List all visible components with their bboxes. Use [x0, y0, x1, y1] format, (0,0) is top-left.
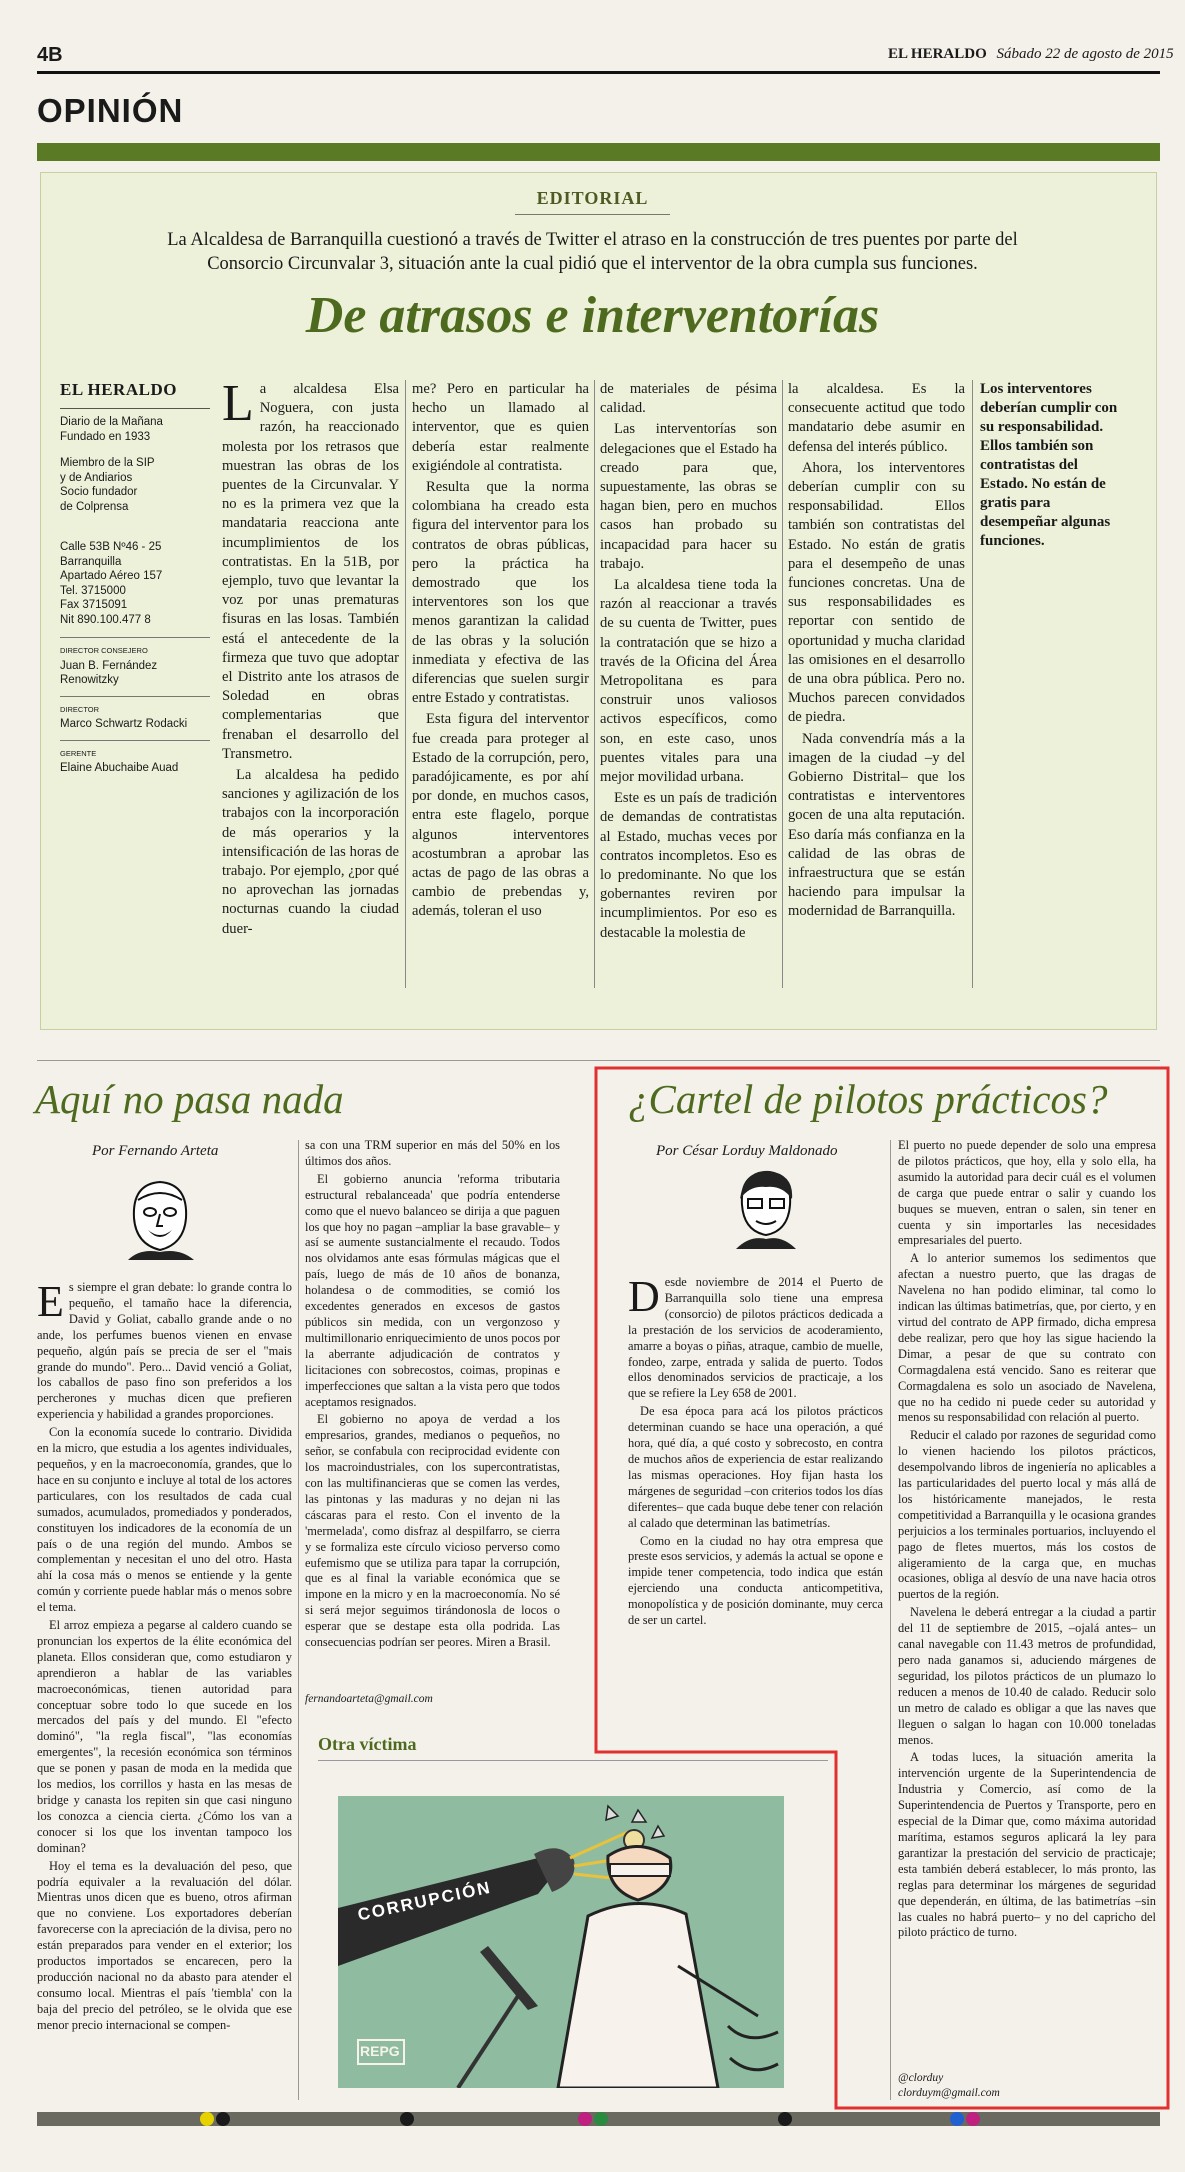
staff-name: Juan B. Fernández: [60, 659, 158, 672]
paragraph: Nada convendría más a la imagen de la ciudad –y del Gobierno Distrital– que los contratistas e interventores gocen de una alta reputación. Eso daría más confianza en la calidad de las obras de infraestructura que se están haciendo para impulsar la modernidad de Barranquilla.: [788, 730, 965, 920]
staff-line: Diario de la Mañana: [60, 416, 163, 428]
cartoon-title: Otra víctima: [318, 1734, 417, 1754]
staff-role: DIRECTOR CONSEJERO: [60, 646, 148, 655]
registration-mark: [578, 2112, 592, 2126]
registration-mark: [216, 2112, 230, 2126]
column-right-text-a: [628, 1275, 883, 1715]
paragraph: La alcaldesa tiene toda la razón al reaccionar a través de su cuenta de Twitter, pues la contratación que se hizo a través de la Oficina del Área Metropolitana es para construir unos valiosos activos específicos, como son, en este caso, unos puentes vitales para una mejor movilidad urbana.: [600, 577, 777, 786]
paragraph: El puerto no puede depender de solo una empresa de pilotos prácticos, que hoy, ella y solo ella, ha asumido la autoridad para decir cuál es el volumen de carga que puede entrar o salir y cuando los buques se mueven, entran o salen, sin tener en cuenta y sin importarles las necesidades empresariales del puerto.: [898, 1138, 1156, 1248]
section-title: OPINIÓN: [37, 92, 184, 129]
paragraph: la alcaldesa. Es la consecuente actitud que todo mandatario debe asumir en defensa del interés público.: [788, 381, 965, 455]
author-email: clorduym@gmail.com: [898, 2087, 1000, 2099]
drop-cap: D: [628, 1275, 660, 1321]
paragraph: Las interventorías son delegaciones que el Estado ha creado para que, supuestamente, las obras se hagan bien, pero en muchos casos han probado su incapacidad para hacer su trabajo.: [600, 421, 777, 572]
staff-line: Apartado Aéreo 157: [60, 570, 163, 582]
paragraph: Resulta que la norma colombiana ha creado esta figura del interventor para los contratos de obras públicas, pero la práctica ha demostrado que los interventores son los que menos garantizan la calidad de las obras y la solución inmediata y efectiva de las diferencias que suelen surgir entre Estado y contratistas.: [412, 479, 589, 707]
staff-name: Renowitzky: [60, 674, 119, 686]
staff-line: Miembro de la SIP: [60, 457, 155, 469]
registration-mark: [966, 2112, 980, 2126]
editorial-headline: De atrasos e interventorías: [305, 287, 880, 344]
registration-mark: [950, 2112, 964, 2126]
columnist-portrait: [730, 1165, 802, 1249]
paragraph: La alcaldesa ha pedido sanciones y agilización de los trabajos con la incorporación de más operarios y la intensificación de las horas de trabajo. Por ejemplo, ¿por qué no aprovechan las jornadas nocturnas cuando la ciudad duer-: [222, 767, 399, 937]
issue-date: Sábado 22 de agosto de 2015: [996, 46, 1174, 62]
paragraph: De esa época para acá los pilotos prácticos determinan cuando se hace una operación, a qué hora, qué día, a qué costo y sobrecosto, en contra de muchos años de experiencia de estar realizando las mismas operaciones. Hoy fijan hasta los márgenes de seguridad –con criterios todos los días diferentes– que cada buque debe tener con relación al calado que determinan las batimetrías.: [628, 1404, 883, 1530]
paragraph: s siempre el gran debate: lo grande contra lo pequeño, el tamaño hace la diferencia, David y Goliat, caballo grande ande o no ande, los perfumes buenos vienen en envase pequeño, algún país se precia de ser el "mais grande do mundo". Pero... David venció a Goliat, los caballos de paso fino son preferidos a los percherones y muchas dicen que prefieren experiencia y habilidad a grandes proporciones.: [37, 1280, 292, 1422]
byline: Por Fernando Arteta: [92, 1143, 219, 1159]
registration-mark: [778, 2112, 792, 2126]
staff-line: Socio fundador: [60, 486, 138, 498]
paragraph: El arroz empieza a pegarse al caldero cuando se pronuncian los expertos de la élite económica del planeta. Ellos consideran que, como estudiaron y aprendieron a hablar de las variables macroeconómicas, tienen autoridad para conceptuar sobre todo lo que sucede en los mercados del país y del mundo. El "efecto dominó", "la regla fiscal", "las economías emergentes", la recesión económica son términos que se ponen y pasan de moda en la medida que los medios, los corrillos y hasta en las mesas de bridge y canasta los repiten sin que casi ninguno los conozca a ciencia cierta. ¿Cómo los van a conocer si los que los inventan tampoco los dominan?: [37, 1618, 292, 1855]
cartoon-label: CORRUPCIÓN: [356, 1877, 494, 1925]
staff-line: Tel. 3715000: [60, 584, 126, 597]
staff-line: Barranquilla: [60, 555, 122, 568]
staff-line: Nit 890.100.477 8: [60, 613, 151, 626]
paragraph: Navelena le deberá entregar a la ciudad a partir del 11 de septiembre de 2015, –ojalá antes– un canal navegable con 11.43 metros de profundidad, pero nada ganamos si, aduciendo márgenes de seguridad, los pilotos prácticos de un plumazo lo reducen a menos de 10.40 de calado. Reducir solo un metro de calado es obligar a que las naves que lleguen o salgan lo hagan con 10.000 toneladas menos.: [898, 1605, 1156, 1747]
column-headline: Aquí no pasa nada: [35, 1076, 344, 1122]
column-rule: [890, 1140, 891, 2100]
paragraph: A todas luces, la situación amerita la intervención urgente de la Superintendencia de Industria y Comercio, así como de la Superintendencia de Puertos y Transporte, pero en especial de la Dimar que, como máxima autoridad marítima, estamos seguros aplicará la ley para garantizar la prestación del servicio de practicaje; esta también deberá establecer, lo más pronto, las reglas para determinar los márgenes de seguridad que dependerán, en última, de las batimetrías –sin las cuales no habrá puerto– y no del capricho del piloto práctico de turno.: [898, 1750, 1156, 1940]
paragraph: sa con una TRM superior en más del 50% en los últimos dos años.: [305, 1138, 560, 1168]
staff-line: Fundado en 1933: [60, 430, 151, 443]
paragraph: A lo anterior sumemos los sedimentos que afectan a nuestro puerto, que las dragas de Navelena no han podido eliminar, tal como lo indican las últimas batimetrías, que, por cierto, y en virtud del contrato de APP firmado, dicha empresa debe realizar, pero que hoy las sigue haciendo la Dimar, a pesar de que su contrato con Cormagdalena está vencido. Sano es reiterar que Cormagdalena es solo un asociado de Navelena, que no ha cedido ni puede ceder su autoridad y menos su responsabilidad con relación al puerto.: [898, 1251, 1156, 1425]
paragraph: Reducir el calado por razones de seguridad como lo vienen haciendo los pilotos prácticos, desempolvando libros de ingeniería no aplicables a las particularidades del puerto local y más allá de los históricamente manejados, le resta competitividad a Barranquilla y le ocasiona grandes perjuicios a los terminales portuarios, incluyendo el pago de fletes muertos, más los costos de aligeramiento de la carga que, en muchas ocasiones, obliga al desvío de una nave hacia otros puertos de la región.: [898, 1428, 1156, 1602]
staff-role: DIRECTOR: [60, 704, 100, 714]
pull-quote: Los interventores deberían cumplir con su responsabilidad. Ellos también son contratistas del Estado. No están de gratis para desempeñar algunas funciones.: [980, 381, 1118, 549]
staff-role: GERENTE: [60, 748, 97, 758]
paragraph: El gobierno anuncia 'reforma tributaria estructural rebalanceada' que podría entenderse como que el nuevo balanceo se dirija a que paguen los que hoy no pagan –ampliar la base gravable– y así se aumente sustancialmente el recaudo. Todos nos olvidamos ante esas fórmulas mágicas que el país, luego de más de 10 años de bonanza, holandesa o de commodities, se comió los excedentes generados en excesos de gastos públicos sin medida, con un vergonzoso y multimillonario enriquecimiento de unos pocos por la aberrante adjudicación de contratos y licitaciones con sobrecostos, coimas, propinas e imperfecciones que saltan a la vista pero que todos aceptamos resignados.: [305, 1171, 560, 1409]
drop-cap: E: [37, 1280, 64, 1326]
editorial-lead: La Alcaldesa de Barranquilla cuestionó a través de Twitter el atraso en la construcción de tres puentes por parte del Consorcio Circunvalar 3, situación ante la cual pidió que el interventor de la obra cumpla sus funciones.: [167, 230, 1018, 274]
page-number: 4B: [37, 44, 63, 66]
paragraph: esde noviembre de 2014 el Puerto de Barranquilla solo tiene una empresa (consorcio) de pilotos prácticos dedicada a la prestación de los servicios de acoderamiento, amarre a boyas o piñas, atraque, cambio de muelle, fondeo, zarpe, entrada y salida de puerto. Todos ellos denominados servicios de practicaje, a los que se refiere la Ley 658 de 2001.: [628, 1275, 883, 1401]
paragraph: Este es un país de tradición de demandas de contratistas al Estado, muchas veces por contratos incompletos. Eso es lo predominante. No que los gobernantes reviren por incumplimientos. Por eso es destacable la molestia de: [600, 790, 777, 941]
registration-mark: [200, 2112, 214, 2126]
paragraph: Ahora, los interventores deberían cumplir con su responsabilidad. Ellos también son contratistas del Estado. No están de gratis para el desempeño de unas funciones concretas. Una de sus responsabilidades es reportar con sentido de oportunidad y mucha claridad las omisiones en el desarrollo de una obra pública. Pero no. Muchos parecen convidados de piedra.: [788, 459, 965, 726]
staff-title: EL HERALDO: [60, 380, 177, 399]
staff-line: Calle 53B Nº46 - 25: [60, 541, 162, 553]
registration-mark: [594, 2112, 608, 2126]
paragraph: a alcaldesa Elsa Noguera, con justa razón, ha reaccionado molesta por los retrasos que muestran las obras de los puentes de la Circunvalar. Y no es la primera vez que la mandataria reacciona ante incumplimientos de los contratistas. En la 51B, por ejemplo, tuvo que levantar la voz por unas prematuras fisuras en las losas. También está el antecedente de la firmeza que tuvo que adoptar el Distrito ante los atrasos de Soledad en obras complementarias que frenaban el desarrollo del Transmetro.: [222, 381, 399, 762]
paragraph: Con la economía sucede lo contrario. Dividida en la micro, que estudia a los agentes individuales, pequeños, y en la macroeconomía, grandes, que lo hace en su conjunto e incluye al total de los actores particulares, con los resultados de cada cual sumados, acumulados, promediados y ponderados, constituyen los indicadores de la economía de un país o de una región del mundo. Ambos se complementan y necesitan el uno del otro. Hasta ahí la cosa más o menos se entiende y la gente común y corriente puede hablar más o menos sobre el tema.: [37, 1425, 292, 1615]
column-headline: ¿Cartel de pilotos prácticos?: [628, 1076, 1108, 1122]
editorial-kicker: EDITORIAL: [536, 188, 649, 208]
author-handle: @clorduy: [898, 2072, 944, 2084]
drop-cap: L: [222, 380, 254, 432]
column-right-text-b: [898, 1138, 1156, 2070]
staff-name: Elaine Abuchaibe Auad: [60, 762, 179, 774]
paragraph: Esta figura del interventor fue creada para proteger al Estado de la corrupción, pero, paradójicamente, es por ahí por donde, en muchos casos, entra este flagelo, porque algunos interventores acostumbran a aprobar las actas de pago de las obras a cambio de prebendas y, además, toleran el uso: [412, 711, 589, 920]
staff-name: Marco Schwartz Rodacki: [60, 718, 188, 730]
staff-line: y de Andiarios: [60, 471, 133, 484]
author-email: fernandoarteta@gmail.com: [305, 1693, 433, 1705]
registration-mark: [400, 2112, 414, 2126]
staff-line: de Colprensa: [60, 500, 129, 513]
paragraph: Hoy el tema es la devaluación del peso, que podría equivaler a la revaluación del dólar. Mientras unos dicen que es bueno, otros afirman que no conviene. Los exportadores deberían favorecerse con la apreciación de la divisa, pero no están preparados para vender en el exterior; los productos importados se encarecen, pero la producción nacional no da abasto para atender el consumo local. Mientras el país 'tiembla' con la baja del precio del petróleo, se le olvida que ese menor precio internacional se compen-: [37, 1858, 292, 2032]
paragraph: me? Pero en particular ha hecho un llamado al interventor, que es quien debería estar realmente exigiéndole al contratista.: [412, 381, 589, 474]
cartoon-signature: REPG: [360, 2043, 400, 2059]
paragraph: El gobierno no apoya de verdad a los empresarios, grandes, medianos o pequeños, no señor, se confabula con reciprocidad evidente con los macroindustriales, con los supercontratistas, con las multifinancieras que se comen las verdes, las pintonas y las maduras y no dejan ni las cáscaras para el resto. Con el invento de la 'mermelada', como disfraz al despilfarro, se cierra y se formaliza este círculo vicioso perverso como eufemismo que se utiliza para tapar la corrupción, que es al final la variable económica que se impone en la micro y en la macroeconomía. No sé si será mejor seguimos tirándonosla de locos o esperar que se destape esta olla podrida. Las consecuencias podrían ser peores. Miren a Brasil.: [305, 1412, 560, 1650]
byline: Por César Lorduy Maldonado: [656, 1143, 838, 1159]
paragraph: Como en la ciudad no hay otra empresa que preste esos servicios, y además la actual se opone e impide tener competencia, todo indica que están ejerciendo una conducta anticompetitiva, monopolística y de posición dominante, muy cerca de ser un cartel.: [628, 1533, 883, 1628]
staff-line: Fax 3715091: [60, 599, 128, 611]
paragraph: de materiales de pésima calidad.: [600, 381, 777, 417]
masthead-title: EL HERALDO: [888, 46, 987, 62]
